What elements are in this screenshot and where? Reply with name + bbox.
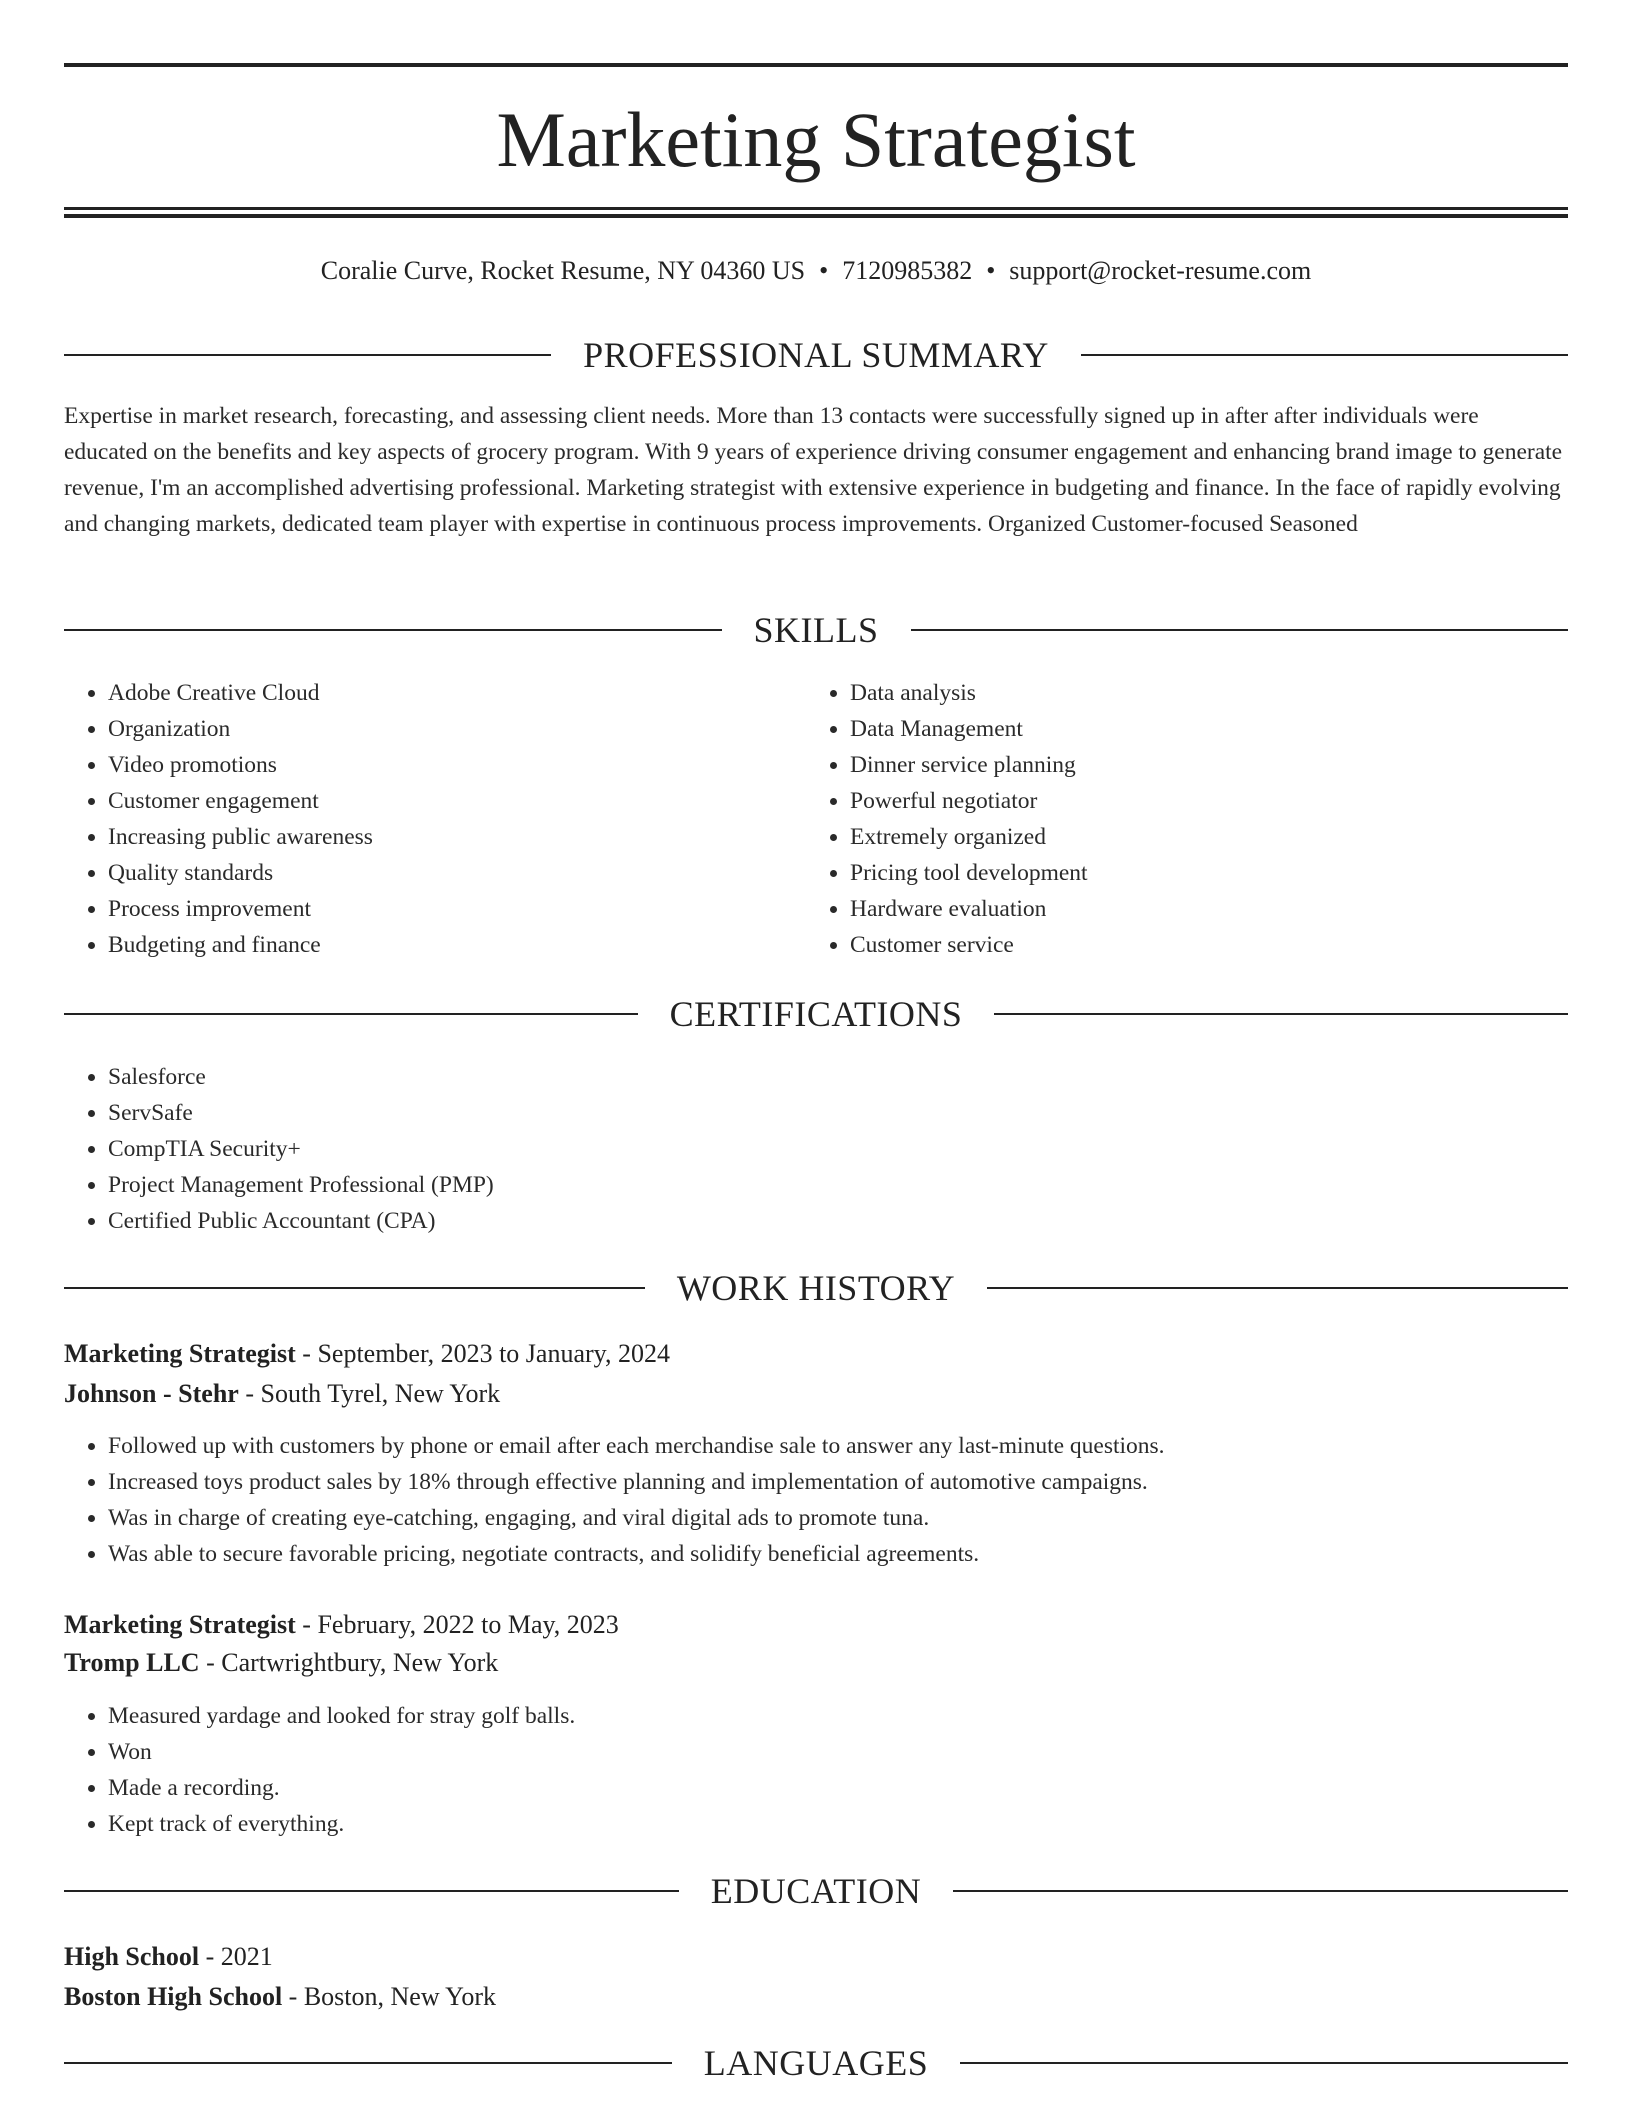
- title-rule-lower: [64, 214, 1568, 218]
- list-item: • Made a recording.: [108, 1770, 1568, 1806]
- list-item: • Process improvement: [108, 891, 808, 927]
- list-item: • Increased toys product sales by 18% through effective planning and implementation of automotive campaigns.: [108, 1464, 1568, 1500]
- job-dates: - September, 2023 to January, 2024: [295, 1339, 670, 1368]
- list-item: • Salesforce: [108, 1059, 1508, 1095]
- list-item: • Data analysis: [850, 675, 1550, 711]
- list-item: • Increasing public awareness: [108, 819, 808, 855]
- divider: [960, 2062, 1568, 2064]
- divider: [64, 2062, 672, 2064]
- section-title: WORK HISTORY: [676, 1268, 956, 1308]
- list-item: • Measured yardage and looked for stray golf balls.: [108, 1698, 1568, 1734]
- top-rule: [64, 63, 1568, 67]
- section-title: LANGUAGES: [703, 2043, 929, 2083]
- contact-separator: •: [986, 256, 996, 285]
- list-item: • Hardware evaluation: [850, 891, 1550, 927]
- list-item: • Pricing tool development: [850, 855, 1550, 891]
- divider: [64, 629, 722, 631]
- contact-address: Coralie Curve, Rocket Resume, NY 04360 US: [320, 256, 806, 285]
- contact-separator: •: [819, 256, 829, 285]
- list-item: • Kept track of everything.: [108, 1806, 1568, 1842]
- education-school: Boston High School: [64, 1982, 283, 2011]
- section-heading-education: [64, 1869, 1568, 1913]
- divider: [911, 629, 1569, 631]
- contact-email: support@rocket-resume.com: [1009, 256, 1312, 285]
- section-heading-skills: [64, 608, 1568, 652]
- job-title-line: [64, 1607, 1568, 1643]
- list-item: • Adobe Creative Cloud: [108, 675, 808, 711]
- divider: [64, 1013, 638, 1015]
- list-item: • Powerful negotiator: [850, 783, 1550, 819]
- divider: [64, 1890, 679, 1892]
- job-bullets: [64, 1428, 1568, 1572]
- section-title: EDUCATION: [710, 1871, 922, 1911]
- divider: [64, 354, 551, 356]
- list-item: • Organization: [108, 711, 808, 747]
- list-item: • Customer engagement: [108, 783, 808, 819]
- section-heading-work-history: [64, 1266, 1568, 1310]
- education-degree: High School: [64, 1942, 200, 1971]
- section-title: PROFESSIONAL SUMMARY: [583, 335, 1049, 375]
- list-item: • Was able to secure favorable pricing, negotiate contracts, and solidify beneficial agreements.: [108, 1536, 1568, 1572]
- section-heading-summary: [64, 333, 1568, 377]
- job-company: Tromp LLC: [64, 1648, 200, 1677]
- list-item: • Project Management Professional (PMP): [108, 1167, 1508, 1203]
- job-title: Marketing Strategist: [64, 1610, 296, 1639]
- list-item: • Quality standards: [108, 855, 808, 891]
- list-item: • Followed up with customers by phone or email after each merchandise sale to answer any last-minute questions.: [108, 1428, 1568, 1464]
- list-item: • Data Management: [850, 711, 1550, 747]
- job-title: Marketing Strategist: [64, 1339, 296, 1368]
- job-title-line: [64, 1336, 1568, 1372]
- page-title: Marketing Strategist: [496, 96, 1136, 183]
- certifications-list: [64, 1059, 1508, 1239]
- list-item: • CompTIA Security+: [108, 1131, 1508, 1167]
- education-year: - 2021: [199, 1942, 273, 1971]
- education-degree-line: [64, 1939, 1568, 1975]
- job-location: - Cartwrightbury, New York: [199, 1648, 499, 1677]
- list-item: • Customer service: [850, 927, 1550, 963]
- section-heading-certifications: [64, 992, 1568, 1036]
- summary-text: Expertise in market research, forecasting, and assessing client needs. More than 13 contacts were successfully signed up in after after individuals were educated on the benefits and key aspects of grocery program. With 9 years of experience driving consumer engagement and enhancing brand image to generate revenue, I'm an accomplished advertising professional. Marketing strategist with extensive experience in budgeting and finance. In the face of rapidly evolving and changing markets, dedicated team player with expertise in continuous process improvements. Organized Customer-focused Seasoned: [64, 403, 1563, 537]
- divider: [994, 1013, 1568, 1015]
- job-location: - South Tyrel, New York: [238, 1379, 501, 1408]
- section-title: CERTIFICATIONS: [669, 994, 963, 1034]
- divider: [1081, 354, 1568, 356]
- skills-list-right: [806, 675, 1550, 963]
- list-item: • Won: [108, 1734, 1568, 1770]
- list-item: • ServSafe: [108, 1095, 1508, 1131]
- job-company: Johnson - Stehr: [64, 1379, 239, 1408]
- skills-list-left: [64, 675, 808, 963]
- job-company-line: [64, 1376, 1568, 1412]
- divider: [987, 1287, 1568, 1289]
- section-heading-languages: [64, 2041, 1568, 2085]
- divider: [64, 1287, 645, 1289]
- list-item: • Video promotions: [108, 747, 808, 783]
- job-bullets: [64, 1698, 1568, 1842]
- contact-line: [64, 254, 1568, 288]
- list-item: • Certified Public Accountant (CPA): [108, 1203, 1508, 1239]
- job-dates: - February, 2022 to May, 2023: [295, 1610, 619, 1639]
- title-rule-upper: [64, 207, 1568, 210]
- section-title: SKILLS: [753, 610, 879, 650]
- education-location: - Boston, New York: [282, 1982, 496, 2011]
- list-item: • Extremely organized: [850, 819, 1550, 855]
- list-item: • Dinner service planning: [850, 747, 1550, 783]
- resume-page: [64, 0, 1568, 2112]
- education-school-line: [64, 1979, 1568, 2015]
- contact-phone: 7120985382: [842, 256, 973, 285]
- list-item: • Was in charge of creating eye-catching, engaging, and viral digital ads to promote tuna.: [108, 1500, 1568, 1536]
- job-company-line: [64, 1645, 1568, 1681]
- divider: [953, 1890, 1568, 1892]
- list-item: • Budgeting and finance: [108, 927, 808, 963]
